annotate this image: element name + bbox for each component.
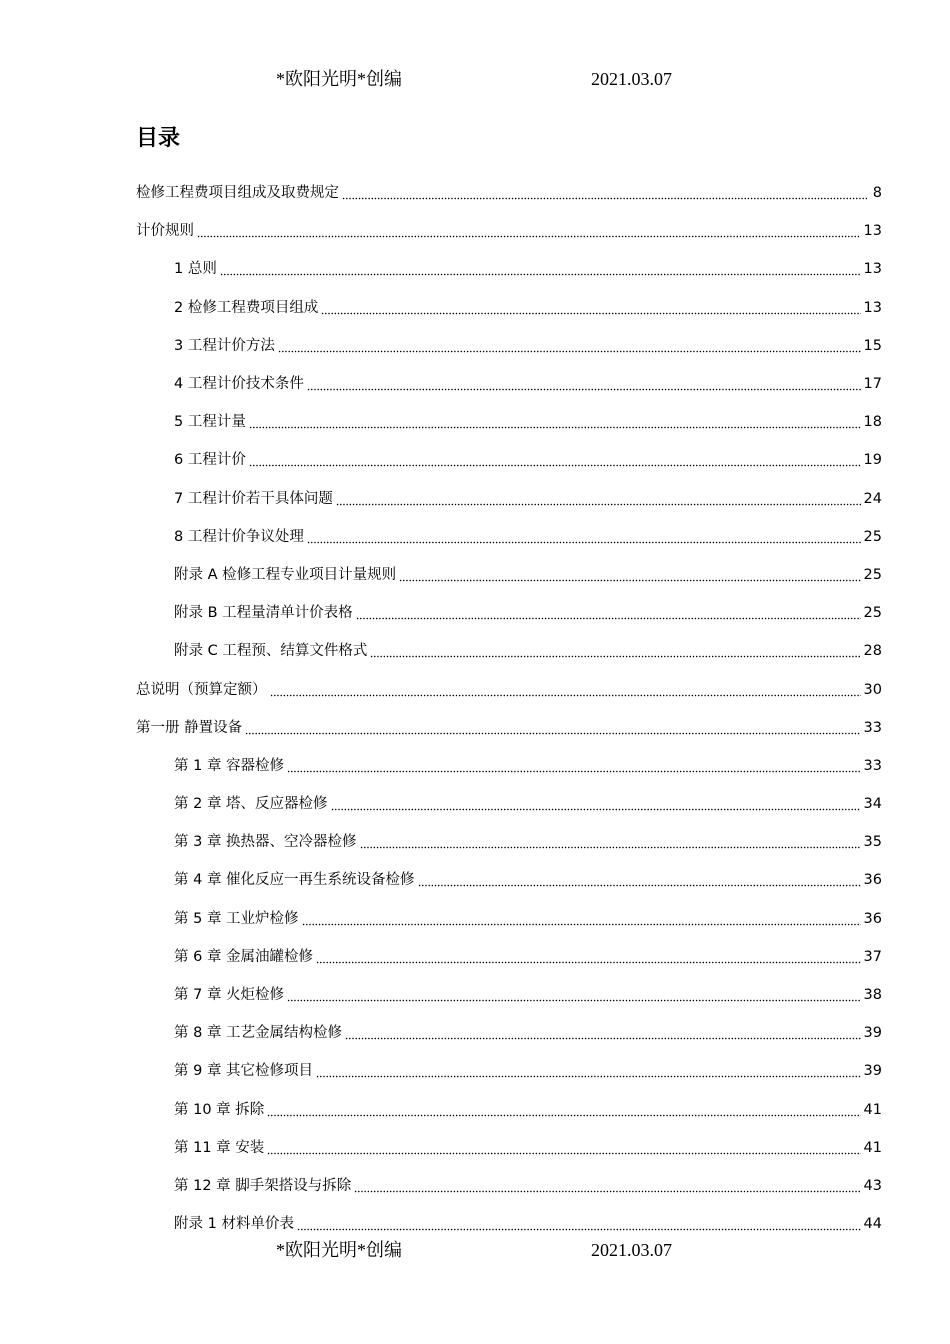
toc-entry-label: 第 9 章 其它检修项目 xyxy=(174,1063,314,1080)
toc-leader-dots xyxy=(356,603,861,623)
toc-entry-label: 计价规则 xyxy=(136,223,194,240)
toc-leader-dots xyxy=(354,1176,860,1196)
toc-entry-page: 44 xyxy=(863,1216,882,1233)
toc-entry-label: 2 检修工程费项目组成 xyxy=(174,299,319,316)
toc-entry-label: 6 工程计价 xyxy=(174,452,246,469)
toc-leader-dots xyxy=(321,298,860,318)
toc-entry[interactable] xyxy=(136,1091,882,1129)
toc-entry[interactable] xyxy=(136,1129,882,1167)
toc-leader-dots xyxy=(336,489,861,509)
toc-leader-dots xyxy=(287,756,860,776)
toc-entry-page: 33 xyxy=(863,719,882,736)
page-header xyxy=(0,67,950,91)
page-footer xyxy=(0,1238,950,1262)
toc-leader-dots xyxy=(287,985,860,1005)
toc-entry-label: 第 3 章 换热器、空冷器检修 xyxy=(174,834,357,851)
toc-entry[interactable] xyxy=(136,289,882,327)
toc-entry-label: 第 8 章 工艺金属结构检修 xyxy=(174,1025,343,1042)
table-of-contents xyxy=(136,174,882,1243)
toc-entry-page: 25 xyxy=(863,566,882,583)
toc-entry-label: 4 工程计价技术条件 xyxy=(174,376,304,393)
toc-entry[interactable] xyxy=(136,1167,882,1205)
toc-leader-dots xyxy=(267,1100,860,1120)
toc-leader-dots xyxy=(267,1138,860,1158)
toc-entry-page: 39 xyxy=(863,1025,882,1042)
toc-leader-dots xyxy=(270,680,861,700)
toc-entry-label: 第 7 章 火炬检修 xyxy=(174,987,285,1004)
toc-leader-dots xyxy=(360,832,861,852)
toc-leader-dots xyxy=(302,909,861,929)
toc-entry-page: 25 xyxy=(863,528,882,545)
toc-entry[interactable] xyxy=(136,365,882,403)
toc-entry-label: 第一册 静置设备 xyxy=(136,719,243,736)
toc-entry[interactable] xyxy=(136,976,882,1014)
toc-entry[interactable] xyxy=(136,441,882,479)
toc-entry-page: 17 xyxy=(863,376,882,393)
header-author: *欧阳光明*创编 xyxy=(276,69,402,89)
toc-leader-dots xyxy=(316,947,860,967)
toc-entry-page: 15 xyxy=(863,337,882,354)
toc-leader-dots xyxy=(342,183,867,203)
toc-entry-label: 5 工程计量 xyxy=(174,414,246,431)
toc-entry-page: 33 xyxy=(863,757,882,774)
toc-leader-dots xyxy=(278,336,861,356)
toc-entry-page: 8 xyxy=(872,185,882,202)
toc-entry-label: 第 2 章 塔、反应器检修 xyxy=(174,796,328,813)
toc-entry-label: 第 1 章 容器检修 xyxy=(174,757,285,774)
toc-entry-page: 36 xyxy=(863,910,882,927)
toc-entry-label: 总说明（预算定额） xyxy=(136,681,267,698)
toc-entry[interactable] xyxy=(136,403,882,441)
toc-entry-label: 1 总则 xyxy=(174,261,217,278)
toc-leader-dots xyxy=(197,221,861,241)
toc-entry-page: 41 xyxy=(863,1139,882,1156)
toc-entry[interactable] xyxy=(136,1014,882,1052)
toc-leader-dots xyxy=(307,374,861,394)
toc-entry[interactable] xyxy=(136,785,882,823)
toc-entry[interactable] xyxy=(136,174,882,212)
toc-entry-page: 38 xyxy=(863,987,882,1004)
toc-leader-dots xyxy=(297,1214,861,1234)
toc-entry[interactable] xyxy=(136,900,882,938)
toc-entry[interactable] xyxy=(136,327,882,365)
toc-entry[interactable] xyxy=(136,747,882,785)
toc-entry-label: 附录 B 工程量清单计价表格 xyxy=(174,605,353,622)
toc-leader-dots xyxy=(220,259,861,279)
toc-entry-label: 第 10 章 拆除 xyxy=(174,1101,265,1118)
toc-leader-dots xyxy=(370,641,860,661)
footer-date: 2021.03.07 xyxy=(591,1240,672,1260)
toc-entry-label: 附录 A 检修工程专业项目计量规则 xyxy=(174,566,397,583)
toc-entry[interactable] xyxy=(136,632,882,670)
toc-entry[interactable] xyxy=(136,938,882,976)
toc-entry-label: 8 工程计价争议处理 xyxy=(174,528,304,545)
toc-leader-dots xyxy=(418,870,861,890)
toc-entry-page: 34 xyxy=(863,796,882,813)
toc-entry[interactable] xyxy=(136,1052,882,1090)
toc-entry-label: 检修工程费项目组成及取费规定 xyxy=(136,185,339,202)
toc-entry-page: 25 xyxy=(863,605,882,622)
toc-entry-page: 43 xyxy=(863,1177,882,1194)
toc-entry[interactable] xyxy=(136,212,882,250)
toc-entry-label: 第 12 章 脚手架搭设与拆除 xyxy=(174,1177,352,1194)
toc-leader-dots xyxy=(249,450,861,470)
toc-entry-page: 13 xyxy=(863,261,882,278)
toc-entry-page: 39 xyxy=(863,1063,882,1080)
toc-title: 目录 xyxy=(136,126,181,151)
toc-entry-label: 第 5 章 工业炉检修 xyxy=(174,910,299,927)
toc-entry-label: 7 工程计价若干具体问题 xyxy=(174,490,333,507)
toc-entry-page: 28 xyxy=(863,643,882,660)
toc-leader-dots xyxy=(245,718,860,738)
toc-leader-dots xyxy=(345,1023,860,1043)
toc-entry-label: 附录 C 工程预、结算文件格式 xyxy=(174,643,368,660)
toc-leader-dots xyxy=(307,527,861,547)
toc-entry[interactable] xyxy=(136,709,882,747)
toc-entry-page: 37 xyxy=(863,948,882,965)
toc-entry-label: 第 6 章 金属油罐检修 xyxy=(174,948,314,965)
toc-entry-page: 30 xyxy=(863,681,882,698)
toc-entry[interactable] xyxy=(136,250,882,288)
toc-entry-label: 第 4 章 催化反应一再生系统设备检修 xyxy=(174,872,415,889)
toc-leader-dots xyxy=(331,794,861,814)
toc-entry[interactable] xyxy=(136,480,882,518)
toc-entry[interactable] xyxy=(136,594,882,632)
toc-entry-label: 附录 1 材料单价表 xyxy=(174,1216,294,1233)
toc-leader-dots xyxy=(249,412,861,432)
toc-leader-dots xyxy=(316,1061,860,1081)
toc-entry-page: 36 xyxy=(863,872,882,889)
toc-leader-dots xyxy=(399,565,860,585)
footer-author: *欧阳光明*创编 xyxy=(276,1240,402,1260)
header-date: 2021.03.07 xyxy=(591,69,672,89)
toc-entry-label: 第 11 章 安装 xyxy=(174,1139,265,1156)
toc-entry[interactable] xyxy=(136,861,882,899)
toc-entry-page: 24 xyxy=(863,490,882,507)
toc-entry[interactable] xyxy=(136,670,882,708)
toc-entry-page: 41 xyxy=(863,1101,882,1118)
toc-entry-page: 18 xyxy=(863,414,882,431)
toc-entry-page: 35 xyxy=(863,834,882,851)
toc-entry-page: 19 xyxy=(863,452,882,469)
toc-entry-label: 3 工程计价方法 xyxy=(174,337,275,354)
toc-entry[interactable] xyxy=(136,518,882,556)
toc-entry-page: 13 xyxy=(863,299,882,316)
toc-entry[interactable] xyxy=(136,556,882,594)
toc-entry-page: 13 xyxy=(863,223,882,240)
toc-entry[interactable] xyxy=(136,823,882,861)
